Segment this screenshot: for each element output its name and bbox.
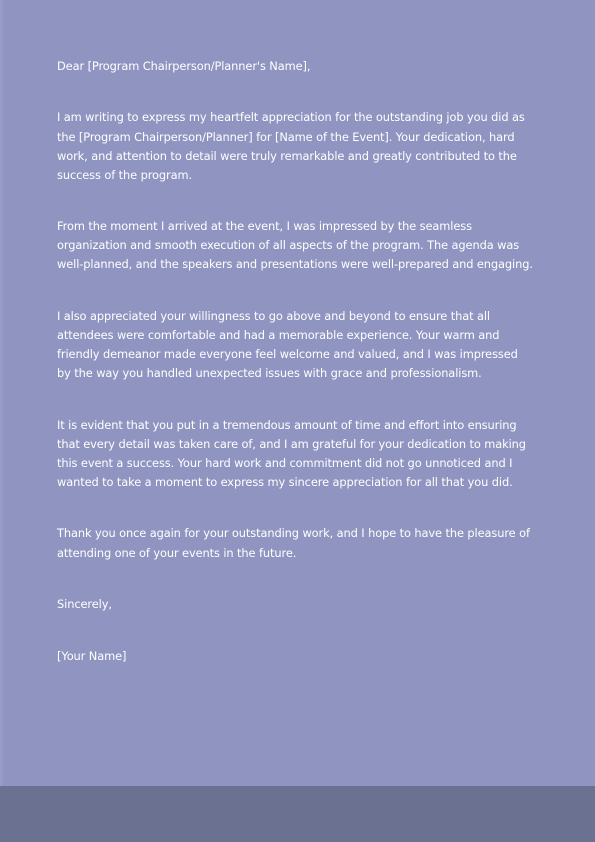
letter-paragraph-5: Thank you once again for your outstanding work, and I hope to have the pleasure of attending one of your events in the future. [57, 526, 530, 560]
letter-paragraph-3: I also appreciated your willingness to go above and beyond to ensure that all attendees were comfortable and had a memorable experience. Your warm and friendly demeanor made everyone feel welcome and valued, and I was impressed by the way you handled unexpected issues with grace and professionalism. [57, 308, 518, 381]
letter-closing: Sincerely, [57, 597, 112, 612]
letter-salutation: Dear [Program Chairperson/Planner's Name], [57, 59, 311, 73]
letter-signature: [Your Name] [57, 648, 127, 663]
page-edge-shade [0, 0, 4, 786]
letter-paragraph-4: It is evident that you put in a tremendous amount of time and effort into ensuring that every detail was taken care of, and I am grateful for your dedication to making this event a success. Your hard work and commitment did not go unnoticed and I wanted to take a moment to express my sincere appreciation for all that you did. [57, 417, 526, 489]
letter-body [57, 57, 535, 698]
letter-paragraph-2: From the moment I arrived at the event, I was impressed by the seamless organization and smooth execution of all aspects of the program. The agenda was well-planned, and the speakers and presentations were well-prepared and engaging. [57, 219, 533, 272]
footer-band [0, 786, 595, 842]
letter-paragraph-1: I am writing to express my heartfelt appreciation for the outstanding job you did as the [Program Chairperson/Planner] for [Name of the Event]. Your dedication, hard work, and attention to detail were truly remarkable and greatly contributed to the success of the program. [57, 110, 525, 182]
